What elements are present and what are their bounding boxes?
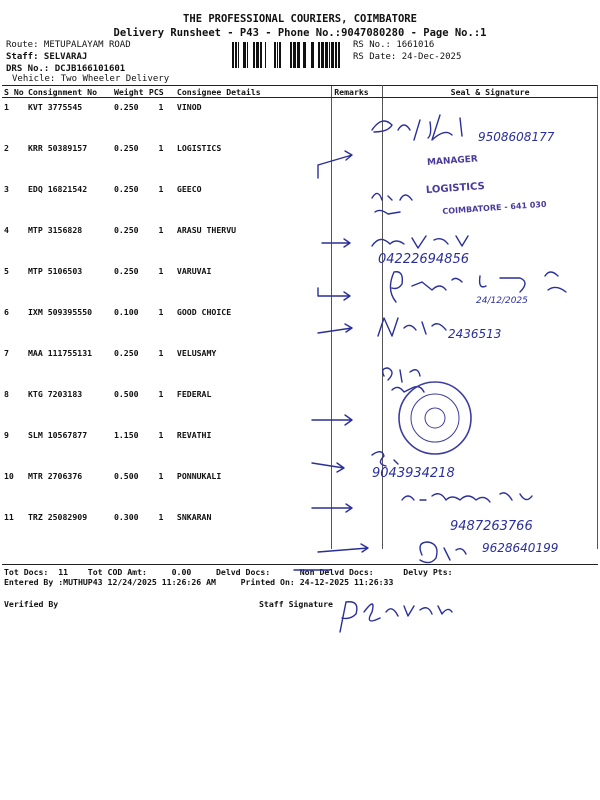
col-remarks: Remarks <box>332 86 383 98</box>
date-row5: 24/12/2025 <box>476 296 528 306</box>
cell-pcs: 1 <box>158 143 164 153</box>
cell-pcs: 1 <box>158 225 164 235</box>
number-row9: 9043934218 <box>372 466 455 481</box>
cell-consignment-no: KVT 3775545 <box>27 102 83 112</box>
phone-row4: 04222694856 <box>378 252 469 267</box>
cell-weight: 0.100 <box>113 307 139 317</box>
cell-remarks <box>332 262 383 303</box>
cell-sno: 1 <box>4 102 9 112</box>
cell-consignee: PONNUKALI <box>176 471 222 481</box>
table-row <box>2 221 598 262</box>
cell-consignee: GEECO <box>176 184 202 194</box>
cell-weight: 0.250 <box>113 143 139 153</box>
cell-seal-signature <box>383 467 598 508</box>
cell-pcs: 1 <box>158 348 164 358</box>
cell-sno: 3 <box>4 184 9 194</box>
cell-consignment-no: MTR 2706376 <box>27 471 83 481</box>
totals-line: Tot Docs: 11 Tot COD Amt: 0.00 Delvd Docs: Non Delvd Docs: Delvy Pts: <box>4 567 453 577</box>
cell-sno: 10 <box>4 471 14 481</box>
cell-consignment-no: KTG 7203183 <box>27 389 83 399</box>
cell-pcs: 1 <box>158 266 164 276</box>
cell-pcs: 1 <box>158 184 164 194</box>
entered-line: Entered By :MUTHUP43 12/24/2025 11:26:26 AM Printed On: 24-12-2025 11:26:33 <box>4 577 394 587</box>
cell-weight: 0.500 <box>113 389 139 399</box>
barcode-bar <box>265 42 266 68</box>
cell-seal-signature <box>383 508 598 549</box>
cell-consignment-no: TRZ 25082909 <box>27 512 88 522</box>
phone-row1: 9508608177 <box>478 130 555 144</box>
barcode-bar <box>297 42 300 68</box>
verified-by-label: Verified By <box>4 599 59 609</box>
cell-remarks <box>332 467 383 508</box>
table-row <box>2 262 598 303</box>
vehicle-label: Vehicle: Two Wheeler Delivery <box>12 74 170 84</box>
cell-weight: 0.250 <box>113 266 139 276</box>
barcode-bar <box>235 42 237 68</box>
cell-consignee: VARUVAI <box>176 266 212 276</box>
barcode-bar <box>329 42 330 68</box>
cell-consignment-no: IXM 509395550 <box>27 307 93 317</box>
cell-sno: 9 <box>4 430 9 440</box>
cell-remarks <box>332 508 383 549</box>
barcode-bar <box>232 42 234 68</box>
col-pcs: PCS <box>147 86 175 98</box>
cell-weight: 0.250 <box>113 184 139 194</box>
barcode-bar <box>321 42 324 68</box>
cell-sno: 7 <box>4 348 9 358</box>
barcode-bar <box>338 42 340 68</box>
cell-sno: 6 <box>4 307 9 317</box>
barcode <box>232 42 347 68</box>
cell-seal-signature <box>383 221 598 262</box>
cell-seal-signature <box>383 344 598 385</box>
cell-consignee: LOGISTICS <box>176 143 222 153</box>
table-row <box>2 467 598 508</box>
barcode-bar <box>318 42 320 68</box>
cell-sno: 4 <box>4 225 9 235</box>
cell-seal-signature <box>383 426 598 467</box>
cell-consignment-no: KRR 50389157 <box>27 143 88 153</box>
cell-consignee: REVATHI <box>176 430 212 440</box>
cell-sno: 5 <box>4 266 9 276</box>
cell-consignee: FEDERAL <box>176 389 212 399</box>
number-row6: 2436513 <box>448 327 502 341</box>
cell-pcs: 1 <box>158 512 164 522</box>
phone-row11b: 9628640199 <box>482 541 559 555</box>
cell-weight: 0.250 <box>113 102 139 112</box>
barcode-bar <box>277 42 278 68</box>
table-row <box>2 385 598 426</box>
barcode-bar <box>331 42 334 68</box>
table-row <box>2 303 598 344</box>
route-label: Route: METUPALAYAM ROAD <box>6 40 131 50</box>
col-consignment: Consignment No <box>26 86 112 98</box>
cell-remarks <box>332 385 383 426</box>
cell-remarks <box>332 180 383 221</box>
cell-consignment-no: EDQ 16821542 <box>27 184 88 194</box>
table-row <box>2 98 598 140</box>
cell-remarks <box>332 303 383 344</box>
cell-remarks <box>332 221 383 262</box>
cell-consignee: VELUSAMY <box>176 348 217 358</box>
barcode-bar <box>311 42 314 68</box>
col-consignee: Consignee Details <box>175 86 332 98</box>
cell-consignment-no: MTP 3156828 <box>27 225 83 235</box>
cell-pcs: 1 <box>158 102 164 112</box>
cell-consignee: ARASU THERVU <box>176 225 237 235</box>
staff-label: Staff: SELVARAJ <box>6 52 88 62</box>
cell-seal-signature <box>383 385 598 426</box>
barcode-bar <box>238 42 239 68</box>
barcode-bar <box>274 42 276 68</box>
barcode-bar <box>260 42 262 68</box>
barcode-bar <box>256 42 259 68</box>
cell-consignment-no: SLM 10567877 <box>27 430 88 440</box>
rs-no-label: RS No.: 1661016 <box>353 40 435 50</box>
cell-weight: 0.250 <box>113 348 139 358</box>
cell-pcs: 1 <box>158 430 164 440</box>
cell-pcs: 1 <box>158 389 164 399</box>
cell-sno: 8 <box>4 389 9 399</box>
cell-consignment-no: MTP 5106503 <box>27 266 83 276</box>
staff-signature-ink <box>340 602 452 632</box>
cell-sno: 11 <box>4 512 14 522</box>
runsheet-title: Delivery Runsheet - P43 - Phone No.:9047080280 - Page No.:1 <box>113 27 487 39</box>
table-row <box>2 344 598 385</box>
cell-pcs: 1 <box>158 307 164 317</box>
barcode-bar <box>303 42 306 68</box>
barcode-bar <box>253 42 255 68</box>
cell-consignee: GOOD CHOICE <box>176 307 232 317</box>
cell-seal-signature <box>383 139 598 180</box>
drs-label: DRS No.: DCJB166101601 <box>6 64 126 74</box>
rs-date-label: RS Date: 24-Dec-2025 <box>353 52 462 62</box>
cell-remarks <box>332 426 383 467</box>
cell-remarks <box>332 344 383 385</box>
barcode-bar <box>325 42 328 68</box>
phone-row11a: 9487263766 <box>450 519 533 534</box>
table-row <box>2 508 598 549</box>
table-header-row <box>2 86 598 98</box>
cell-seal-signature <box>383 303 598 344</box>
cell-seal-signature <box>383 180 598 221</box>
cell-consignee: VINOD <box>176 102 202 112</box>
cell-pcs: 1 <box>158 471 164 481</box>
cell-weight: 0.250 <box>113 225 139 235</box>
col-sno: S No <box>2 86 26 98</box>
runsheet-table <box>2 85 598 549</box>
cell-remarks <box>332 139 383 180</box>
company-title: THE PROFESSIONAL COURIERS, COIMBATORE <box>183 13 417 25</box>
barcode-bar <box>293 42 296 68</box>
barcode-bar <box>247 42 248 68</box>
cell-remarks <box>332 98 383 140</box>
table-row <box>2 139 598 180</box>
col-seal-signature: Seal & Signature <box>383 86 598 98</box>
cell-weight: 0.500 <box>113 471 139 481</box>
cell-weight: 1.150 <box>113 430 139 440</box>
staff-signature-label: Staff Signature <box>259 599 333 609</box>
cell-sno: 2 <box>4 143 9 153</box>
col-weight: Weight <box>112 86 147 98</box>
cell-consignment-no: MAA 111755131 <box>27 348 93 358</box>
table-bottom-rule <box>2 564 598 565</box>
svg-text:MANAGER: MANAGER <box>426 154 479 168</box>
barcode-bar <box>290 42 292 68</box>
cell-seal-signature <box>383 262 598 303</box>
table-row <box>2 180 598 221</box>
barcode-bar <box>279 42 281 68</box>
barcode-bar <box>243 42 246 68</box>
cell-seal-signature <box>383 98 598 140</box>
cell-weight: 0.300 <box>113 512 139 522</box>
cell-consignee: SNKARAN <box>176 512 212 522</box>
svg-text:COIMBATORE - 641 030: COIMBATORE - 641 030 <box>442 199 547 216</box>
barcode-bar <box>335 42 337 68</box>
svg-text:LOGISTICS: LOGISTICS <box>425 181 486 197</box>
table-row <box>2 426 598 467</box>
